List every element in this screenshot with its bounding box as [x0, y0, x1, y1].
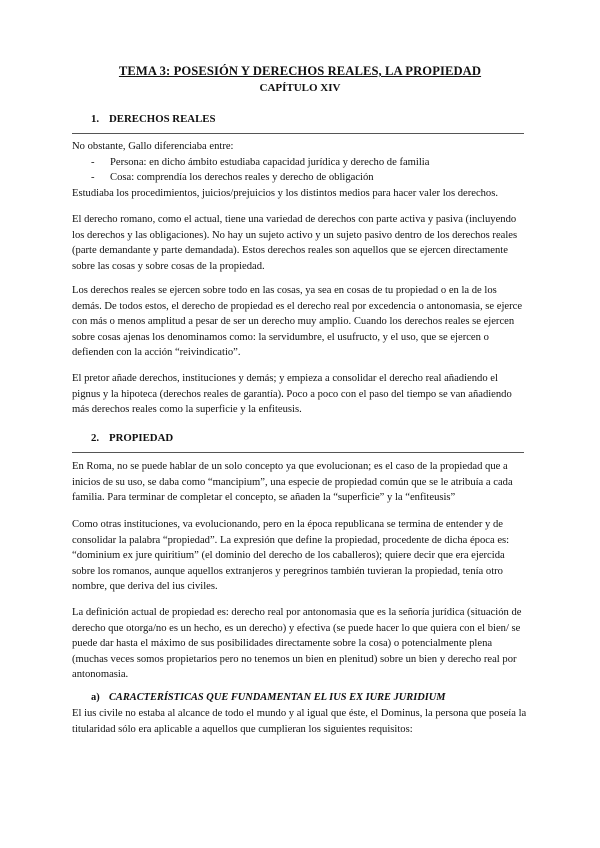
subsection-heading: [91, 690, 446, 706]
paragraph-text: Como otras instituciones, va evolucionando, pero en la época republicana se termina de entender y de consolidar la palabra “propiedad”. La expresión que define la propiedad, procedente de dicha época es: “dominium ex jure quiritium” (el dominio del derecho de los caballeros); quiere decir que era ejercida sobre los romanos, aunque aquellos extranjeros y peregrinos también tuvieran la propiedad, tenía otro nombre, que deriva del ius civiles.: [72, 519, 510, 593]
section-title: PROPIEDAD: [109, 432, 174, 444]
section-number: 2.: [91, 432, 100, 444]
bullet-item: [72, 155, 528, 171]
paragraph-text: La definición actual de propiedad es: derecho real por antonomasia que es la señoría jurídica (situación de derecho que otorga/no es un hecho, es un derecho) y efectiva (se puede hacer lo que quiera con el bien/ se puede dar hasta el máximo de sus posibilidades directamente sobre la cosa) o potencialmente plena (muchas veces somos propietarios pero no tenemos un bien en plenitud) sobre un bien y derecho real por antonomasia.: [72, 607, 522, 681]
paragraph: [72, 706, 528, 737]
paragraph: [72, 517, 528, 595]
paragraph: [72, 459, 528, 506]
section-title: DERECHOS REALES: [109, 113, 216, 125]
paragraph: [72, 605, 528, 683]
bullet-text: Cosa: comprendía los derechos reales y derecho de obligación: [110, 172, 374, 184]
paragraph-text: El derecho romano, como el actual, tiene una variedad de derechos con parte activa y pasiva (incluyendo los derechos y las obligaciones). No hay un sujeto activo y un sujeto pasivo dentro de los derechos reales (parte demandante y parte demandada). Estos derechos reales son aquellos que se ejercen directamente sobre las cosas y sobre cosas de la propiedad.: [72, 214, 518, 272]
bullet-item: [72, 170, 528, 186]
paragraph-text: En Roma, no se puede hablar de un solo concepto ya que evolucionan; es el caso de la propiedad que a inicios de su uso, se daba como “mancipium”, una especie de propiedad común que se le atribuía a cada familia. Para terminar de completar el concepto, se añaden la “superficie” y la “enfiteusis”: [72, 461, 513, 504]
subsection-letter: a): [91, 692, 100, 703]
section-number: 1.: [91, 113, 100, 125]
bullet-dash: -: [91, 172, 95, 184]
paragraph: [72, 283, 528, 361]
paragraph: [72, 212, 528, 274]
bullet-dash: -: [91, 156, 95, 168]
section-heading-derechos-reales: [91, 112, 216, 128]
section-divider: [72, 133, 524, 134]
paragraph-text: Los derechos reales se ejercen sobre todo en las cosas, ya sea en cosas de tu propiedad o en la de los demás. De todos estos, el derecho de propiedad es el derecho real por excedencia o antonomasia, se ejerce con más o menos amplitud a pesar de ser un derecho muy amplio. Cuando los derechos reales se ejercen sobre cosas ajenas los denominamos como: la servidumbre, el usufructo, y el uso, que se ejercen o defienden con la acción “reivindicatio”.: [72, 285, 523, 359]
paragraph-text: El pretor añade derechos, instituciones y demás; y empieza a consolidar el derecho real añadiendo el pignus y la hipoteca (derechos reales de garantía). Poco a poco con el paso del tiempo se van añadiendo más derechos reales como la superficie y la enfiteusis.: [72, 373, 512, 416]
document-title: TEMA 3: POSESIÓN Y DERECHOS REALES, LA PROPIEDAD: [118, 64, 482, 78]
bullet-text: Persona: en dicho ámbito estudiaba capacidad jurídica y derecho de familia: [110, 156, 430, 168]
chapter-subtitle: CAPÍTULO XIV: [259, 82, 341, 94]
paragraph: [72, 371, 528, 418]
section-heading-propiedad: [91, 431, 173, 447]
subsection-title: CARACTERÍSTICAS QUE FUNDAMENTAN EL IUS EX IURE JURIDIUM: [109, 692, 446, 703]
section-1-intro-block: [72, 139, 528, 201]
section-divider: [72, 452, 524, 453]
after-bullets-line: Estudiaba los procedimientos, juicios/prejuicios y los distintos medios para hacer valer los derechos.: [72, 187, 499, 199]
paragraph-text: El ius civile no estaba al alcance de todo el mundo y al igual que éste, el Dominus, la persona que poseía la titularidad sólo era aplicable a aquellos que cumplieran los siguientes requisitos:: [72, 708, 527, 735]
intro-line: No obstante, Gallo diferenciaba entre:: [72, 141, 234, 152]
